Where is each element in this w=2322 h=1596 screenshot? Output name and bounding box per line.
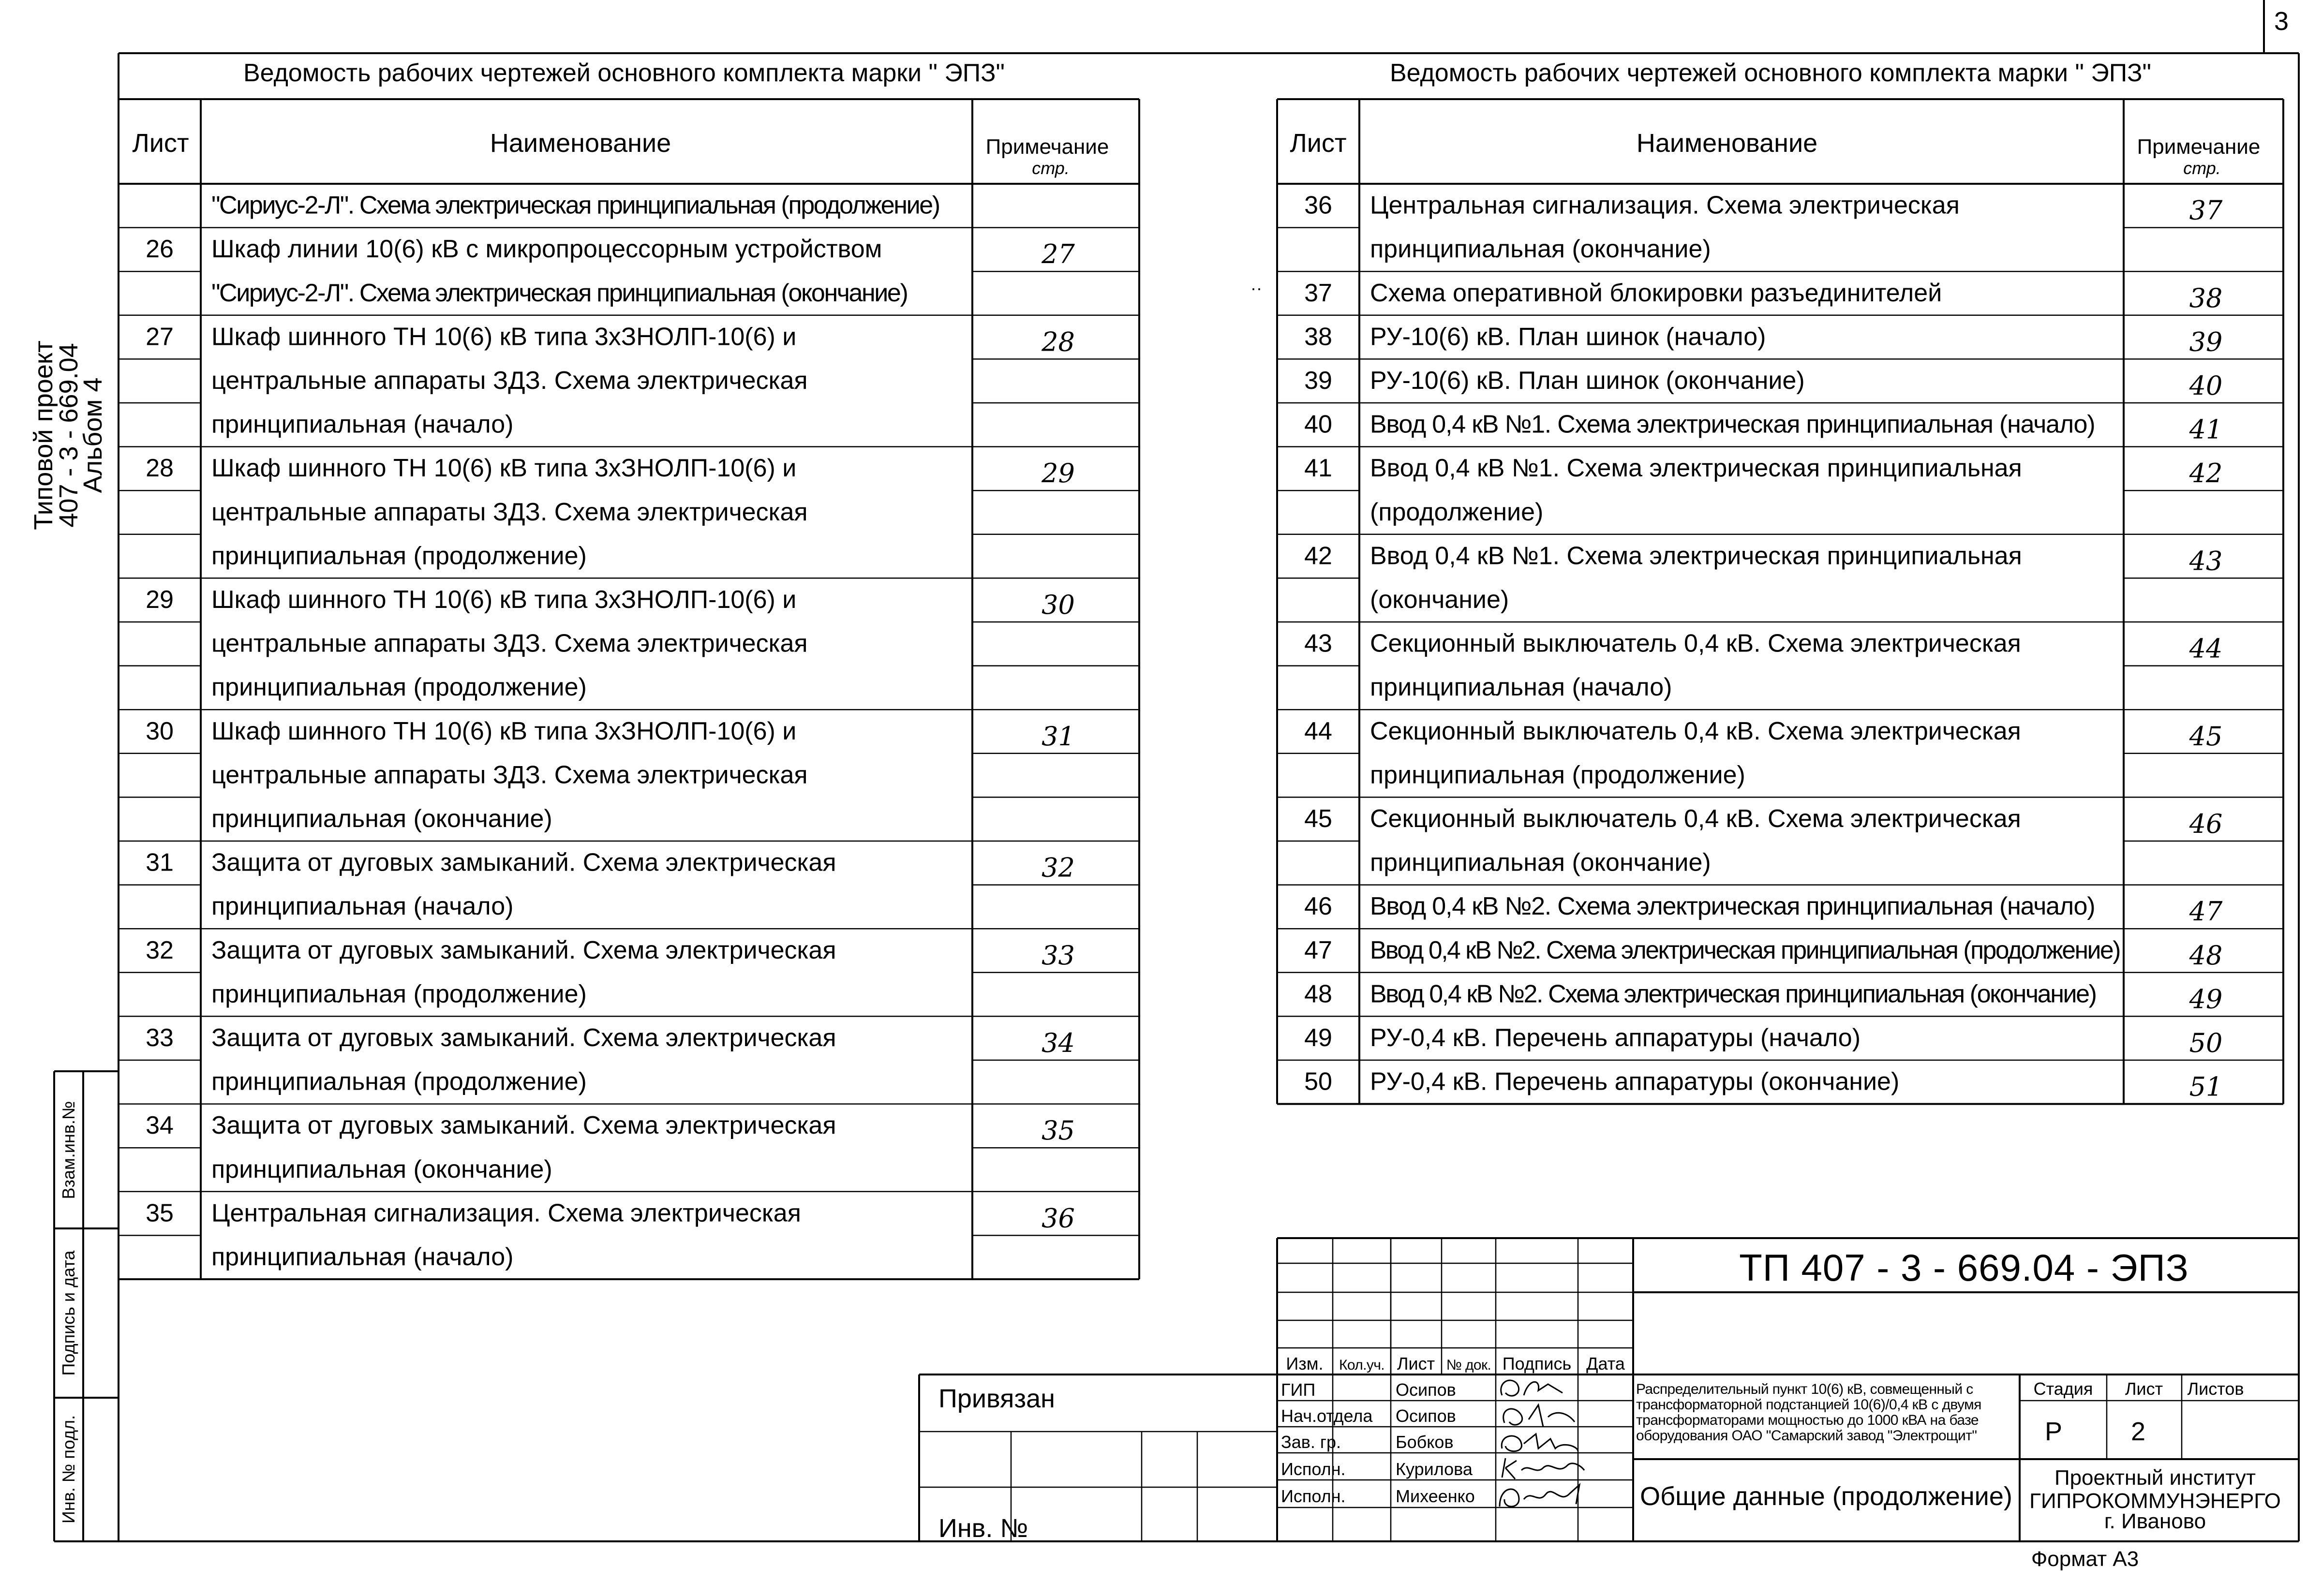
table-row [119,359,1139,395]
cell-sheet: 33 [146,1024,174,1052]
table-row [119,490,1139,526]
cell-sheet: 47 [1304,936,1332,964]
cell-note-page: 45 [2189,721,2223,752]
cell-note-page: 34 [1042,1028,1075,1059]
cell-note-page: 28 [1042,326,1075,357]
table-row [1277,271,2283,313]
stage-label: Стадия [2033,1379,2093,1399]
cell-sheet: 36 [1304,191,1332,220]
table-row [119,709,1139,752]
sign-name-2: Осипов [1396,1406,1456,1426]
cell-name: Ввод 0,4 кВ №1. Схема электрическая принципиальная [1370,542,2022,570]
table-row [119,447,1139,489]
cell-name: Схема оперативной блокировки разъединителей [1370,279,1942,307]
cell-name: Ввод 0,4 кВ №2. Схема электрическая принципиальная (окончание) [1370,980,2096,1008]
cell-name: Ввод 0,4 кВ №1. Схема электрическая принципиальная (начало) [1370,410,2095,439]
stamp-replace-inv: Взам.инв.№ [59,1101,78,1199]
table-row [119,1148,1139,1183]
table-row [119,1060,1139,1096]
cell-sheet: 42 [1304,542,1332,570]
side-project-label [29,340,107,530]
cell-note-page: 43 [2189,546,2223,576]
cell-note-page: 37 [2189,195,2223,226]
table-row [119,622,1139,658]
cell-sheet: 28 [146,454,174,483]
cell-sheet: 37 [1304,279,1332,307]
cell-name: принципиальная (продолжение) [211,980,587,1008]
left-header-note-sub: стр. [1032,158,1070,178]
cell-sheet: 38 [1304,323,1332,351]
stage-value: Р [2044,1417,2063,1446]
cell-name: принципиальная (продолжение) [1370,761,1745,789]
cell-sheet: 29 [146,586,174,614]
cell-name: Шкаф линии 10(6) кВ с микропроцессорным устройством [211,235,882,264]
cell-note-page: 30 [1042,590,1075,621]
cell-note-page: 38 [2189,282,2223,313]
sheets-label: Листов [2187,1379,2244,1399]
left-table-rows [119,192,1139,1271]
table-row [119,1235,1139,1271]
table-row [119,578,1139,620]
org-line2: ГИПРОКОММУНЭНЕРГО [2029,1489,2281,1513]
signature-4 [1502,1458,1584,1479]
left-table-caption: Ведомость рабочих чертежей основного комплекта марки " ЭПЗ" [243,59,1005,87]
cell-name: Защита от дуговых замыканий. Схема электрическая [211,1111,836,1140]
stamp-inv-orig: Инв. № подл. [59,1415,78,1524]
object-desc-line3: трансформаторами мощностью до 1000 кВА на базе [1636,1412,1979,1428]
col-header-ndok: № док. [1446,1357,1491,1373]
table-row [1277,534,2283,576]
sign-role-5: Исполн. [1281,1486,1346,1506]
side-project-line3: Альбом 4 [78,377,107,493]
cell-name: РУ-10(6) кВ. План шинок (окончание) [1370,367,1805,395]
table-row [1277,709,2283,752]
table-row [1277,315,2283,357]
cell-sheet: 45 [1304,805,1332,833]
cell-name: Защита от дуговых замыканий. Схема электрическая [211,936,836,964]
cell-name: принципиальная (начало) [211,892,514,921]
cell-sheet: 27 [146,323,174,351]
sign-name-3: Бобков [1396,1432,1454,1452]
right-table-header [1290,129,2260,178]
cell-name: "Сириус-2-Л". Схема электрическая принципиальная (продолжение) [211,191,939,220]
cell-name: "Сириус-2-Л". Схема электрическая принципиальная (окончание) [211,279,908,307]
table-row [1277,1016,2283,1058]
table-row [119,1016,1139,1058]
cell-sheet: 41 [1304,454,1332,483]
cell-note-page: 33 [1042,940,1075,971]
cell-name: принципиальная (продолжение) [211,542,587,570]
inv-label: Инв. № [938,1514,1028,1543]
left-header-sheet: Лист [132,129,189,158]
cell-name: Шкаф шинного ТН 10(6) кВ типа 3хЗНОЛП-10(6) и [211,717,797,745]
table-row [1277,885,2283,927]
table-row [1277,1060,2283,1102]
cell-name: Центральная сигнализация. Схема электрическая [1370,191,1960,220]
cell-name: РУ-0,4 кВ. Перечень аппаратуры (начало) [1370,1024,1861,1052]
cell-name: Защита от дуговых замыканий. Схема электрическая [211,848,836,877]
cell-sheet: 40 [1304,410,1332,439]
org-line3: г. Иваново [2104,1509,2206,1533]
cell-name: принципиальная (продолжение) [211,673,587,702]
sign-role-2: Нач.отдела [1281,1406,1373,1426]
table-row [1277,973,2283,1015]
cell-note-page: 46 [2189,809,2223,840]
cell-note-page: 36 [1042,1203,1075,1234]
table-row [119,929,1139,971]
cell-note-page: 41 [2189,414,2223,445]
cell-name: РУ-10(6) кВ. План шинок (начало) [1370,323,1766,351]
table-row [119,885,1139,921]
right-header-note: Примечание [2137,135,2261,159]
cell-sheet: 48 [1304,980,1332,1008]
sheet-value: 2 [2130,1417,2146,1446]
col-header-koluch: Кол.уч. [1339,1357,1385,1373]
left-header-note: Примечание [985,135,1109,159]
left-table-header [132,129,1109,178]
org-line1: Проектный институт [2054,1466,2256,1490]
table-row [119,797,1139,833]
side-project-line1: Типовой проект [29,340,58,530]
cell-name: центральные аппараты ЗДЗ. Схема электрическая [211,367,808,395]
table-row [1277,578,2283,614]
table-row [119,841,1139,883]
cell-name: Центральная сигнализация. Схема электрическая [211,1199,801,1227]
object-desc-line4: оборудования ОАО "Самарский завод "Электрощит" [1636,1428,1977,1444]
right-table-caption: Ведомость рабочих чертежей основного комплекта марки " ЭПЗ" [1389,59,2152,87]
cell-name: Секционный выключатель 0,4 кВ. Схема электрическая [1370,629,2021,658]
cell-sheet: 39 [1304,367,1332,395]
table-row [1277,797,2283,839]
table-row [119,973,1139,1008]
cell-sheet: 43 [1304,629,1332,658]
cell-note-page: 50 [2189,1028,2223,1059]
cell-note-page: 39 [2189,326,2223,357]
signature-2 [1503,1405,1575,1427]
side-project-line2: 407 - 3 - 669.04 [54,343,83,528]
table-row [119,228,1139,270]
cell-name: Защита от дуговых замыканий. Схема электрическая [211,1024,836,1052]
cell-name: принципиальная (начало) [1370,673,1672,702]
sign-role-1: ГИП [1281,1380,1316,1400]
cell-name: центральные аппараты ЗДЗ. Схема электрическая [211,761,808,789]
table-row [119,534,1139,570]
table-row [1277,359,2283,401]
cell-note-page: 51 [2189,1071,2223,1102]
sign-name-5: Михеенко [1396,1486,1475,1506]
col-header-izm: Изм. [1286,1354,1324,1374]
sign-name-4: Курилова [1396,1459,1473,1479]
cell-sheet: 31 [146,848,174,877]
table-row [119,1104,1139,1146]
object-desc-line2: трансформаторной подстанцией 10(6)/0,4 кВ с двумя [1636,1397,1981,1413]
cell-note-page: 44 [2189,633,2223,664]
cell-sheet: 30 [146,717,174,745]
col-header-list: Лист [1397,1354,1435,1374]
cell-name: принципиальная (окончание) [1370,848,1711,877]
col-header-date: Дата [1586,1354,1625,1374]
cell-name: Шкаф шинного ТН 10(6) кВ типа 3хЗНОЛП-10(6) и [211,586,797,614]
cell-note-page: 32 [1042,852,1075,883]
cell-name: РУ-0,4 кВ. Перечень аппаратуры (окончание) [1370,1067,1900,1096]
table-row [1277,622,2283,664]
table-row [1277,929,2283,971]
table-row [1277,228,2283,264]
cell-name: центральные аппараты ЗДЗ. Схема электрическая [211,629,808,658]
table-row [1277,403,2283,445]
right-table-rows [1277,192,2283,1102]
table-row [119,271,1139,307]
format-label: Формат А3 [2031,1547,2139,1571]
cell-sheet: 50 [1304,1067,1332,1096]
cell-note-page: 31 [1042,721,1075,752]
cell-name: Ввод 0,4 кВ №1. Схема электрическая принципиальная [1370,454,2022,483]
bound-label: Привязан [938,1384,1055,1413]
cell-sheet: 46 [1304,892,1332,921]
handwritten-signatures [1500,1380,1584,1507]
cell-name: Ввод 0,4 кВ №2. Схема электрическая принципиальная (продолжение) [1370,936,2120,964]
cell-name: Шкаф шинного ТН 10(6) кВ типа 3хЗНОЛП-10(6) и [211,454,797,483]
stamp-sign-date: Подпись и дата [59,1250,78,1376]
cell-name: принципиальная (начало) [211,1243,514,1271]
sign-role-4: Исполн. [1281,1459,1346,1479]
page-number: 3 [2274,7,2289,36]
cell-note-page: 35 [1042,1115,1075,1146]
left-header-name: Наименование [490,129,671,158]
object-desc-line1: Распределительный пункт 10(6) кВ, совмещенный с [1636,1381,1973,1397]
col-header-signature: Подпись [1502,1354,1572,1374]
table-row [119,1192,1139,1234]
sign-role-3: Зав. гр. [1281,1432,1341,1452]
table-row [1277,754,2283,789]
cell-name: Секционный выключатель 0,4 кВ. Схема электрическая [1370,805,2021,833]
stray-mark: ·· [1250,278,1262,298]
sign-name-1: Осипов [1396,1380,1456,1400]
cell-sheet: 35 [146,1199,174,1227]
signature-1 [1501,1380,1563,1396]
cell-sheet: 49 [1304,1024,1332,1052]
cell-note-page: 29 [1042,458,1075,489]
signature-rows [1281,1380,1475,1506]
cell-sheet: 26 [146,235,174,264]
sheet-title: Общие данные (продолжение) [1640,1482,2012,1511]
right-header-sheet: Лист [1290,129,1347,158]
cell-note-page: 48 [2189,940,2223,971]
table-row [1277,490,2283,526]
table-row [1277,666,2283,702]
cell-name: (окончание) [1370,586,1509,614]
table-row [119,666,1139,702]
right-header-name: Наименование [1636,129,1818,158]
cell-sheet: 44 [1304,717,1332,745]
table-row [1277,841,2283,877]
cell-name: Шкаф шинного ТН 10(6) кВ типа 3хЗНОЛП-10(6) и [211,323,797,351]
cell-name: Секционный выключатель 0,4 кВ. Схема электрическая [1370,717,2021,745]
cell-name: принципиальная (продолжение) [211,1067,587,1096]
table-row [211,192,939,220]
table-row [1304,192,2223,226]
cell-name: принципиальная (окончание) [211,1155,552,1183]
table-row [119,315,1139,357]
change-table-header [1286,1354,1625,1374]
document-code: ТП 407 - 3 - 669.04 - ЭПЗ [1739,1246,2189,1289]
cell-sheet: 34 [146,1111,174,1140]
cell-name: Ввод 0,4 кВ №2. Схема электрическая принципиальная (начало) [1370,892,2095,921]
cell-name: принципиальная (окончание) [1370,235,1711,264]
object-description [1636,1381,1981,1444]
sheet-label: Лист [2125,1379,2163,1399]
right-header-note-sub: стр. [2183,158,2221,178]
table-row [119,403,1139,439]
table-row [119,754,1139,789]
cell-note-page: 42 [2189,458,2223,489]
cell-sheet: 32 [146,936,174,964]
table-row [1277,447,2283,489]
cell-note-page: 49 [2189,984,2223,1015]
cell-name: принципиальная (окончание) [211,805,552,833]
cell-note-page: 40 [2189,370,2223,401]
signature-3 [1502,1434,1578,1451]
cell-name: (продолжение) [1370,498,1544,526]
cell-name: принципиальная (начало) [211,410,514,439]
cell-name: центральные аппараты ЗДЗ. Схема электрическая [211,498,808,526]
cell-note-page: 47 [2189,896,2223,927]
signature-5 [1500,1485,1579,1507]
cell-note-page: 27 [1042,239,1075,270]
